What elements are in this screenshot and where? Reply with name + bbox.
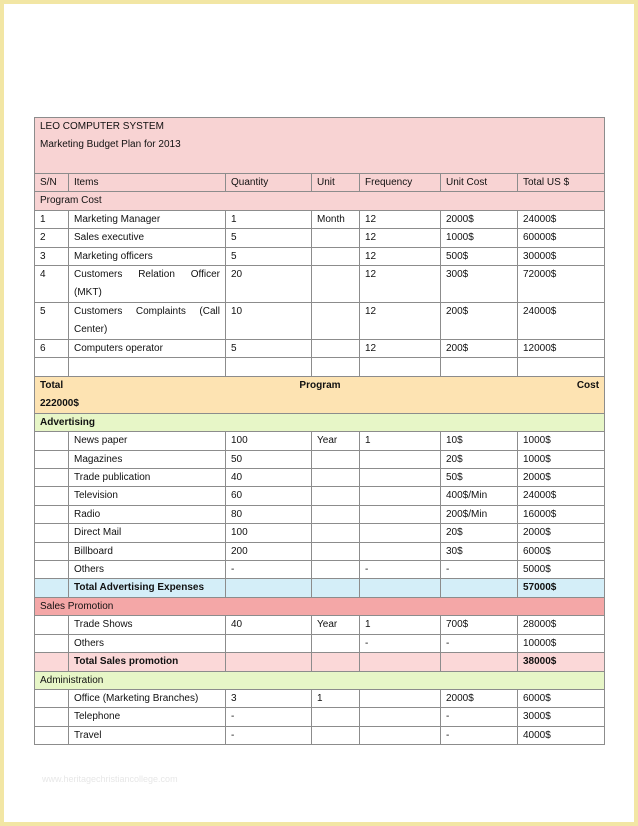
table-row <box>35 247 605 265</box>
table-row <box>35 689 605 707</box>
cell-sn <box>35 653 69 671</box>
cell-total: 6000$ <box>518 689 605 707</box>
cell-item: Others <box>69 634 226 652</box>
col-unit-cost: Unit Cost <box>441 174 518 192</box>
cell-freq <box>360 469 441 487</box>
cell-qty: - <box>226 708 312 726</box>
cell-item: Office (Marketing Branches) <box>69 689 226 707</box>
section-label: Program Cost <box>35 192 605 210</box>
cell-qty: 50 <box>226 450 312 468</box>
cell-freq: - <box>360 634 441 652</box>
cell-sn: 2 <box>35 229 69 247</box>
cell-total: 12000$ <box>518 340 605 358</box>
cell-unit <box>312 634 360 652</box>
title-cell <box>35 118 605 174</box>
table-row <box>35 561 605 579</box>
cell-unit <box>312 542 360 560</box>
cost-word: Cost <box>576 379 600 391</box>
table-row <box>35 303 605 340</box>
cell-qty: - <box>226 561 312 579</box>
cell-qty: 5 <box>226 340 312 358</box>
cell-sn: 4 <box>35 266 69 303</box>
empty-cell <box>441 358 518 376</box>
total-sales-promotion-value: 38000$ <box>518 653 605 671</box>
cell-item-line2: (MKT) <box>74 287 102 299</box>
cell-unit-cost: 20$ <box>441 524 518 542</box>
cell-freq <box>360 653 441 671</box>
cell-total: 24000$ <box>518 210 605 228</box>
total-program-cost-words <box>40 377 599 395</box>
cell-unit <box>312 229 360 247</box>
table-row <box>35 708 605 726</box>
cell-item <box>69 266 226 303</box>
cell-freq <box>360 726 441 744</box>
cell-unit <box>312 247 360 265</box>
cell-unit-cost: 400$/Min <box>441 487 518 505</box>
cell-freq <box>360 542 441 560</box>
table-row <box>35 542 605 560</box>
cell-unit <box>312 340 360 358</box>
section-administration <box>35 671 605 689</box>
cell-freq: 1 <box>360 616 441 634</box>
cell-sn: 5 <box>35 303 69 340</box>
cell-qty: 100 <box>226 432 312 450</box>
budget-document <box>34 117 604 745</box>
total-advertising-row <box>35 579 605 597</box>
cell-sn: 3 <box>35 247 69 265</box>
title-row <box>35 118 605 174</box>
table-row <box>35 229 605 247</box>
table-row <box>35 487 605 505</box>
cell-item: Telephone <box>69 708 226 726</box>
total-program-cost-row <box>35 376 605 413</box>
table-row <box>35 210 605 228</box>
cell-unit-cost: 300$ <box>441 266 518 303</box>
cell-freq: 12 <box>360 229 441 247</box>
cell-unit <box>312 524 360 542</box>
budget-table <box>34 117 605 745</box>
section-label: Sales Promotion <box>35 597 605 615</box>
cell-qty: 5 <box>226 247 312 265</box>
table-row <box>35 432 605 450</box>
cell-unit: Year <box>312 432 360 450</box>
cell-unit-cost: 2000$ <box>441 210 518 228</box>
cell-qty: - <box>226 726 312 744</box>
cell-total: 10000$ <box>518 634 605 652</box>
cell-sn <box>35 487 69 505</box>
cell-qty: 40 <box>226 469 312 487</box>
cell-unit-cost: - <box>441 561 518 579</box>
cell-unit: Year <box>312 616 360 634</box>
cell-freq <box>360 450 441 468</box>
cell-total: 30000$ <box>518 247 605 265</box>
cell-item: Others <box>69 561 226 579</box>
col-frequency: Frequency <box>360 174 441 192</box>
cell-sn <box>35 524 69 542</box>
cell-sn <box>35 708 69 726</box>
cell-unit: Month <box>312 210 360 228</box>
cell-sn <box>35 450 69 468</box>
cell-qty <box>226 653 312 671</box>
cell-unit <box>312 469 360 487</box>
table-row <box>35 634 605 652</box>
total-program-cost-cell <box>35 376 605 413</box>
section-sales-promotion <box>35 597 605 615</box>
cell-unit <box>312 303 360 340</box>
table-row <box>35 469 605 487</box>
cell-item: News paper <box>69 432 226 450</box>
cell-sn <box>35 432 69 450</box>
company-name: LEO COMPUTER SYSTEM <box>40 121 164 132</box>
cell-sn <box>35 634 69 652</box>
cell-unit-cost: 20$ <box>441 450 518 468</box>
cell-total: 72000$ <box>518 266 605 303</box>
empty-cell <box>35 358 69 376</box>
cell-unit <box>312 266 360 303</box>
plan-title: Marketing Budget Plan for 2013 <box>40 139 181 150</box>
cell-freq <box>360 487 441 505</box>
cell-item: Trade Shows <box>69 616 226 634</box>
cell-unit <box>312 505 360 523</box>
cell-unit <box>312 726 360 744</box>
cell-unit-cost: - <box>441 726 518 744</box>
cell-unit <box>312 561 360 579</box>
cell-unit-cost <box>441 579 518 597</box>
table-row <box>35 524 605 542</box>
cell-sn: 6 <box>35 340 69 358</box>
cell-total: 24000$ <box>518 487 605 505</box>
cell-freq: 12 <box>360 303 441 340</box>
table-row <box>35 505 605 523</box>
cell-freq: 12 <box>360 210 441 228</box>
cell-sn <box>35 469 69 487</box>
cell-qty: 1 <box>226 210 312 228</box>
cell-item-line1: Customers Complaints (Call <box>74 306 220 318</box>
cell-item: Billboard <box>69 542 226 560</box>
cell-sn <box>35 689 69 707</box>
cell-unit-cost: 700$ <box>441 616 518 634</box>
cell-item: Sales executive <box>69 229 226 247</box>
cell-item-line2: Center) <box>74 324 108 336</box>
section-program-cost <box>35 192 605 210</box>
total-sales-promotion-label: Total Sales promotion <box>69 653 226 671</box>
cell-qty: 20 <box>226 266 312 303</box>
cell-freq: - <box>360 561 441 579</box>
cell-item: Travel <box>69 726 226 744</box>
cell-unit-cost: 30$ <box>441 542 518 560</box>
cell-qty: 10 <box>226 303 312 340</box>
cell-unit <box>312 450 360 468</box>
cell-item: Magazines <box>69 450 226 468</box>
cell-unit <box>312 653 360 671</box>
cell-unit-cost: 200$ <box>441 340 518 358</box>
cell-qty <box>226 634 312 652</box>
table-row <box>35 340 605 358</box>
total-advertising-value: 57000$ <box>518 579 605 597</box>
cell-item: Trade publication <box>69 469 226 487</box>
table-row <box>35 266 605 303</box>
total-program-cost-value: 222000$ <box>40 397 79 409</box>
total-sales-promotion-row <box>35 653 605 671</box>
section-label: Advertising <box>35 413 605 431</box>
program-word: Program <box>299 379 341 391</box>
cell-unit <box>312 579 360 597</box>
cell-freq: 1 <box>360 432 441 450</box>
cell-total: 1000$ <box>518 432 605 450</box>
total-word: Total <box>40 379 64 391</box>
cell-sn: 1 <box>35 210 69 228</box>
cell-total: 16000$ <box>518 505 605 523</box>
cell-unit: 1 <box>312 689 360 707</box>
cell-unit-cost: 200$/Min <box>441 505 518 523</box>
cell-unit-cost: 2000$ <box>441 689 518 707</box>
table-row <box>35 616 605 634</box>
cell-unit-cost: 1000$ <box>441 229 518 247</box>
cell-unit <box>312 487 360 505</box>
cell-item-line1: Customers Relation Officer <box>74 269 220 281</box>
cell-qty: 60 <box>226 487 312 505</box>
cell-sn <box>35 561 69 579</box>
empty-cell <box>360 358 441 376</box>
cell-unit-cost: 500$ <box>441 247 518 265</box>
cell-total: 4000$ <box>518 726 605 744</box>
cell-freq: 12 <box>360 266 441 303</box>
cell-freq: 12 <box>360 247 441 265</box>
cell-total: 28000$ <box>518 616 605 634</box>
cell-freq <box>360 524 441 542</box>
cell-unit-cost: 10$ <box>441 432 518 450</box>
section-label: Administration <box>35 671 605 689</box>
cell-item <box>69 303 226 340</box>
empty-row <box>35 358 605 376</box>
table-row <box>35 450 605 468</box>
cell-qty: 80 <box>226 505 312 523</box>
cell-sn <box>35 616 69 634</box>
cell-unit-cost: 200$ <box>441 303 518 340</box>
cell-total: 2000$ <box>518 469 605 487</box>
table-row <box>35 726 605 744</box>
cell-sn <box>35 505 69 523</box>
cell-freq: 12 <box>360 340 441 358</box>
cell-qty: 3 <box>226 689 312 707</box>
col-sn: S/N <box>35 174 69 192</box>
cell-qty: 40 <box>226 616 312 634</box>
cell-total: 60000$ <box>518 229 605 247</box>
cell-freq <box>360 708 441 726</box>
cell-item: Computers operator <box>69 340 226 358</box>
cell-qty <box>226 579 312 597</box>
cell-item: Direct Mail <box>69 524 226 542</box>
cell-unit-cost: - <box>441 708 518 726</box>
cell-sn <box>35 579 69 597</box>
cell-qty: 200 <box>226 542 312 560</box>
empty-cell <box>69 358 226 376</box>
col-total: Total US $ <box>518 174 605 192</box>
cell-total: 1000$ <box>518 450 605 468</box>
total-advertising-label: Total Advertising Expenses <box>69 579 226 597</box>
cell-total: 2000$ <box>518 524 605 542</box>
cell-sn <box>35 726 69 744</box>
cell-total: 5000$ <box>518 561 605 579</box>
col-unit: Unit <box>312 174 360 192</box>
cell-total: 3000$ <box>518 708 605 726</box>
watermark-text: www.heritagechristiancollege.com <box>42 774 178 784</box>
cell-unit-cost: 50$ <box>441 469 518 487</box>
empty-cell <box>312 358 360 376</box>
cell-unit-cost <box>441 653 518 671</box>
section-advertising <box>35 413 605 431</box>
empty-cell <box>226 358 312 376</box>
cell-freq <box>360 505 441 523</box>
column-header-row <box>35 174 605 192</box>
cell-qty: 100 <box>226 524 312 542</box>
cell-sn <box>35 542 69 560</box>
cell-item: Television <box>69 487 226 505</box>
cell-total: 6000$ <box>518 542 605 560</box>
empty-cell <box>518 358 605 376</box>
cell-item: Radio <box>69 505 226 523</box>
cell-item: Marketing Manager <box>69 210 226 228</box>
col-items: Items <box>69 174 226 192</box>
cell-freq <box>360 579 441 597</box>
cell-item: Marketing officers <box>69 247 226 265</box>
cell-freq <box>360 689 441 707</box>
col-quantity: Quantity <box>226 174 312 192</box>
cell-qty: 5 <box>226 229 312 247</box>
cell-total: 24000$ <box>518 303 605 340</box>
cell-unit <box>312 708 360 726</box>
cell-unit-cost: - <box>441 634 518 652</box>
